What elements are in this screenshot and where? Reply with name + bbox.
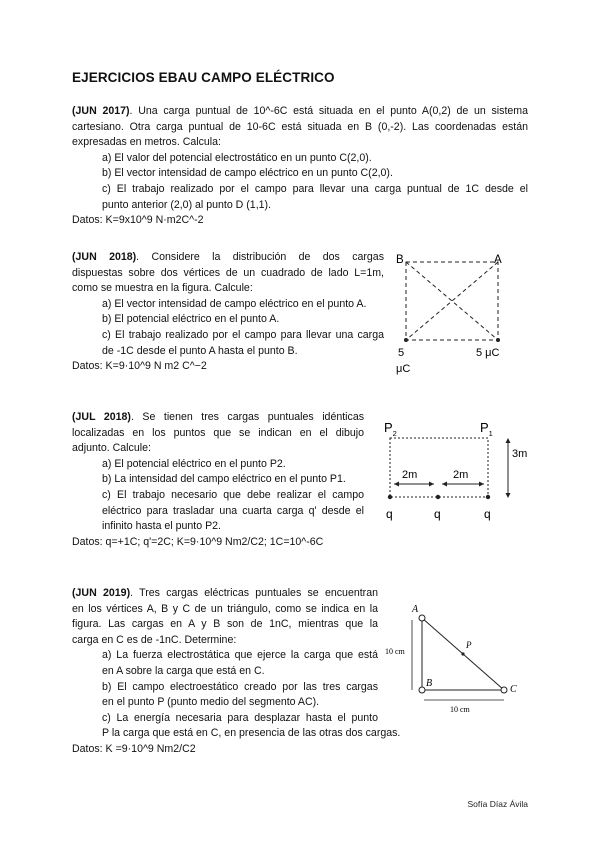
exercise-label: (JUN 2019) [72,587,131,599]
exercise-label: (JUN 2017) [72,105,130,117]
question-c: c) El trabajo necesario que debe realizar el campo [102,488,364,501]
diagonal-line [406,262,498,340]
exercise-jun-2018 [72,250,384,375]
paragraph-line: como se muestra en la figura. Calcule: [72,282,253,295]
three-charges-figure [378,412,548,524]
charge-point [419,615,425,621]
paragraph-line: en los vértices A, B y C de un triángulo, como se indica en la [72,602,378,615]
dimension-label-horizontal: 10 cm [450,705,470,714]
charge-label: q [386,507,393,521]
triangle-figure [384,596,534,720]
page-title: EJERCICIOS EBAU CAMPO ELÉCTRICO [72,70,335,85]
arrow-head [442,482,447,487]
vertex-label-c: C [510,684,517,695]
exercise-jul-2018 [72,410,364,550]
question-b: b) El potencial eléctrico en el punto A. [102,313,280,326]
charge-point [388,495,392,499]
charge-point [501,687,507,693]
arrow-head [506,493,511,498]
question-b: b) La intensidad del campo eléctrico en el punto P1. [102,473,346,486]
question-c-cont: de -1C desde el punto A hasta el punto B. [102,344,298,357]
point-label-p1: $P_1$ [480,420,493,438]
question-b-cont: en el punto P (punto medio del segmento AC). [102,696,320,709]
paragraph-line: dispuestas sobre dos vértices de un cuadrado de lado L=1m, [72,266,384,279]
paragraph-line: (JUL 2018). Se tienen tres cargas puntuales idénticas [72,411,365,423]
question-b: b) El campo electroestático creado por las tres cargas [102,680,378,693]
question-c-cont: P la carga que está en C, en presencia de las otras dos cargas. [102,727,401,740]
distance-label: 2m [402,469,418,481]
charge-point [419,687,425,693]
vertex-label-b: B [396,254,404,266]
diagonal-line [406,262,498,340]
exercise-label: (JUN 2018) [72,251,137,263]
question-c: c) El trabajo realizado por el campo para llevar una carga [102,328,384,341]
datos: Datos: q=+1C; q'=2C; K=9·10^9 Nm2/C2; 1C=10^-6C [72,535,324,548]
exercise-label: (JUL 2018) [72,411,131,423]
arrow-head [394,482,399,487]
charge-label: q [434,507,441,521]
paragraph-line: (JUN 2017). Una carga puntual de 10^-6C está situada en el punto A(0,2) de un sistema [72,105,528,117]
question-a-cont: en A sobre la carga que está en C. [102,664,265,677]
question-c: c) El trabajo realizado por el campo para llevar una carga puntual de 1C desde el [102,182,528,195]
distance-label: 2m [453,469,469,481]
midpoint-label-p: P [466,640,472,650]
vertex-label-b: B [426,678,433,689]
paragraph-line: (JUN 2019). Tres cargas eléctricas puntuales se encuentran [72,587,378,599]
question-a: a) El potencial eléctrico en el punto P2. [102,457,286,470]
datos: Datos: K=9x10^9 N·m2C^-2 [72,214,204,227]
arrow-head [429,482,434,487]
question-a: a) El vector intensidad de campo eléctrico en el punto A. [102,297,367,310]
datos: Datos: K=9·10^9 N m2 C^−2 [72,360,207,373]
question-c: c) La energía necesaria para desplazar hasta el punto [102,711,378,724]
paragraph-line: expresadas en metros. Calcula: [72,136,221,149]
midpoint-p [461,652,464,655]
paragraph-line: carga en C es de -1nC. Determine: [72,633,237,646]
charge-point [404,338,408,342]
arrow-head [479,482,484,487]
arrow-head [506,438,511,443]
footer-author: Sofía Díaz Ávila [467,799,528,809]
question-c-cont: punto anterior (2,0) al punto D (1,1). [102,198,272,211]
paragraph-line: (JUN 2018). Considere la distribución de dos cargas [72,251,384,263]
question-b: b) El vector intensidad de campo eléctrico en un punto C(2,0). [102,167,393,180]
point-label-p2: $P_2$ [384,420,397,438]
vertex-label-a: A [494,254,502,266]
exercise-jun-2017 [72,104,528,229]
height-label: 3m [512,448,528,460]
rectangle-outline [390,438,488,497]
charge-label: 5 μC [476,347,500,359]
question-a: a) El valor del potencial electrostático en un punto C(2,0). [102,151,372,164]
question-a: a) La fuerza electrostática que ejerce la carga que está [102,649,378,662]
charge-point [436,495,440,499]
vertex-label-a: A [412,604,419,615]
square-outline [406,262,498,340]
paragraph-line: figura. Las cargas en A y B son de 1nC, mientras que la [72,618,378,631]
dimension-label-vertical: 10 cm [385,647,405,656]
charge-label: 5 [398,347,405,359]
charge-point [496,338,500,342]
paragraph-line: localizadas en los puntos que se indican en el dibujo [72,426,364,439]
datos: Datos: K =9·10^9 Nm2/C2 [72,742,196,755]
charge-label: q [484,507,491,521]
charge-unit-label: μC [396,363,411,375]
paragraph-line: adjunto. Calcule: [72,442,151,455]
paragraph-line: cartesiano. Otra carga puntual de 10-6C está situada en B (0,-2). Las coordenadas están [72,120,528,133]
square-charges-figure [390,250,520,380]
question-c-cont: eléctrico para trasladar una cuarta carga q' desde el [102,504,364,517]
question-c-cont: infinito hasta el punto P2. [102,520,221,533]
charge-point [486,495,490,499]
